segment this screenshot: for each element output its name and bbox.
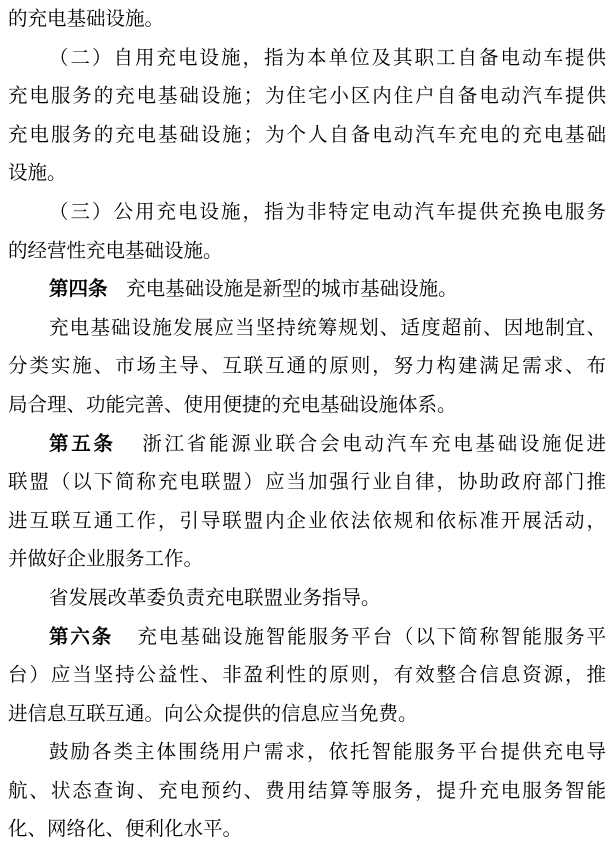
article-heading: 第五条	[49, 431, 116, 455]
text-line: 省发展改革委负责充电联盟业务指导。	[49, 585, 381, 609]
article-line	[8, 270, 606, 309]
text-line: 并做好企业服务工作。	[8, 547, 204, 571]
article-text: 充电基础设施是新型的城市基础设施。	[126, 277, 458, 301]
text-line: 充电基础设施发展应当坚持统筹规划、适度超前、因地制宜、	[49, 315, 606, 339]
text-line: 台）应当坚持公益性、非盈利性的原则，有效整合信息资源，推	[8, 663, 606, 687]
article-heading: 第四条	[49, 277, 108, 301]
text-line: 进信息互联互通。向公众提供的信息应当免费。	[8, 701, 418, 725]
text-line: （二）自用充电设施，指为本单位及其职工自备电动车提供	[49, 45, 606, 69]
text-line: 的充电基础设施。	[8, 7, 165, 30]
text-line: 充电服务的充电基础设施；为住宅小区内住户自备电动汽车提供	[8, 84, 606, 108]
text-line: 设施。	[8, 161, 67, 185]
text-line: 局合理、功能完善、使用便捷的充电基础设施体系。	[8, 392, 457, 416]
article-text: 浙江省能源业联合会电动汽车充电基础设施促进	[142, 431, 606, 455]
article-line	[8, 618, 606, 657]
text-line: 分类实施、市场主导、互联互通的原则，努力构建满足需求、布	[8, 354, 606, 378]
text-line: 进互联互通工作，引导联盟内企业依法依规和依标准开展活动，	[8, 508, 606, 532]
text-line: 鼓励各类主体围绕用户需求，依托智能服务平台提供充电导	[49, 740, 606, 764]
text-line: 联盟（以下简称充电联盟）应当加强行业自律，协助政府部门推	[8, 470, 606, 494]
article-heading: 第六条	[49, 624, 114, 648]
text-line: 航、状态查询、充电预约、费用结算等服务，提升充电服务智能	[8, 778, 606, 802]
text-line: 的经营性充电基础设施。	[8, 238, 223, 262]
text-line: （三）公用充电设施，指为非特定电动汽车提供充换电服务	[49, 199, 606, 223]
text-line: 化、网络化、便利化水平。	[8, 817, 243, 841]
text-line: 充电服务的充电基础设施；为个人自备电动汽车充电的充电基础	[8, 122, 606, 146]
document-page	[8, 0, 606, 849]
article-line	[8, 425, 606, 464]
article-text: 充电基础设施智能服务平台（以下简称智能服务平	[137, 624, 606, 648]
